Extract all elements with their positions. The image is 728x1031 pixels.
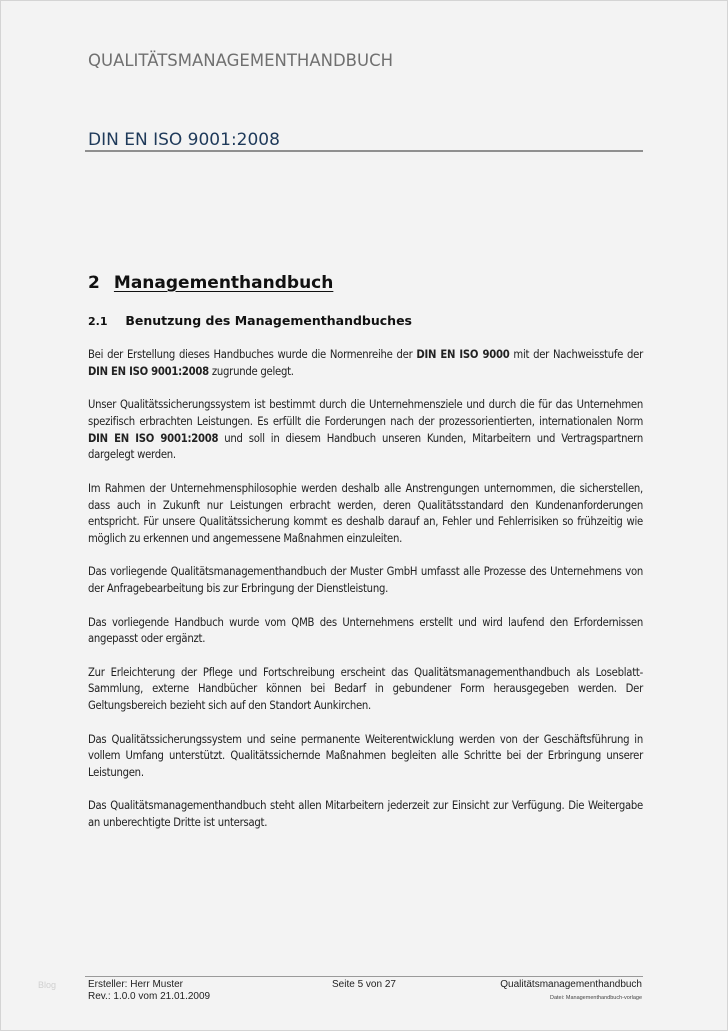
paragraph <box>88 397 643 464</box>
section-title: Benutzung des Managementhandbuches <box>125 313 412 328</box>
section-number: 2.1 <box>88 315 108 328</box>
text-run: Bei der Erstellung dieses Handbuches wurde die Normenreihe der <box>88 348 417 361</box>
bold-text: DIN EN ISO 9001:2008 <box>88 364 209 378</box>
text-run: zugrunde gelegt. <box>208 364 294 378</box>
chapter-title: Managementhandbuch <box>113 273 334 293</box>
paragraph: Das Qualitätssicherungssystem und seine permanente Weiterentwicklung werden von der Geschäftsführung in vollem Umfang unterstützt. Qualitätssichernde Maßnahmen begleiten alle Schritte bei der Erbringung unserer Leistungen. <box>88 732 643 780</box>
text-run: und soll in diesem Handbuch unseren Kunden, Mitarbeitern und Vertragspartnern dargelegt werden. <box>88 431 643 462</box>
watermark: Blog <box>38 980 57 990</box>
text-run: Unser Qualitätssicherungssystem ist bestimmt durch die Unternehmensziele und durch die für das Unternehmen spezifisch erbrachten Leistungen. Es erfüllt die Forderungen nach der prozessorientierten, internationalen Norm <box>88 398 643 428</box>
body-text <box>88 347 643 849</box>
paragraph: Im Rahmen der Unternehmensphilosophie werden deshalb alle Anstrengungen unternommen, die sicherstellen, dass auch in Zukunft nur Leistungen erbracht werden, deren Qualitätsstandard den Kundenanforderungen entspricht. Für unsere Qualitätssicherung kommt es deshalb darauf an, Fehler und Fehlerrisiken so frühzeitig wie möglich zu erkennen und angemessene Maßnahmen einzuleiten. <box>88 481 643 546</box>
section-heading <box>88 313 412 328</box>
footer-file-name: Datei: Managementhandbuch-vorlage <box>549 995 642 1001</box>
bold-text: DIN EN ISO 9001:2008 <box>88 431 219 445</box>
paragraph <box>88 347 643 381</box>
footer-left <box>88 979 210 1003</box>
paragraph: Das Qualitätsmanagementhandbuch steht allen Mitarbeitern jederzeit zur Einsicht zur Verfügung. Die Weitergabe an unberechtigte Dritte ist untersagt. <box>88 799 643 830</box>
chapter-heading <box>88 273 333 293</box>
text-run: mit der Nachweisstufe der <box>509 348 644 361</box>
bold-text: DIN EN ISO 9000 <box>416 348 510 361</box>
footer-page-number: Seite 5 von 27 <box>332 979 396 990</box>
footer-right <box>500 979 642 1004</box>
heading-divider <box>85 150 643 152</box>
footer-divider <box>85 976 643 977</box>
paragraph: Zur Erleichterung der Pflege und Fortschreibung erscheint das Qualitätsmanagementhandbuch als Loseblatt-Sammlung, externe Handbücher können bei Bedarf in gebundener Form herausgegeben werden. Der Geltungsbereich bezieht sich auf den Standort Aunkirchen. <box>88 665 643 713</box>
standard-heading: DIN EN ISO 9001:2008 <box>88 130 280 150</box>
paragraph: Das vorliegende Qualitätsmanagementhandbuch der Muster GmbH umfasst alle Prozesse des Unternehmens von der Anfragebearbeitung bis zur Erbringung der Dienstleistung. <box>88 565 643 596</box>
chapter-number: 2 <box>88 273 100 293</box>
document-title: QUALITÄTSMANAGEMENTHANDBUCH <box>88 51 393 70</box>
paragraph: Das vorliegende Handbuch wurde vom QMB des Unternehmens erstellt und wird laufend den Erfordernissen angepasst oder ergänzt. <box>88 615 643 646</box>
footer-revision: Rev.: 1.0.0 vom 21.01.2009 <box>88 991 211 1002</box>
footer-doc-name: Qualitätsmanagementhandbuch <box>500 979 642 990</box>
footer-author: Ersteller: Herr Muster <box>88 979 184 990</box>
